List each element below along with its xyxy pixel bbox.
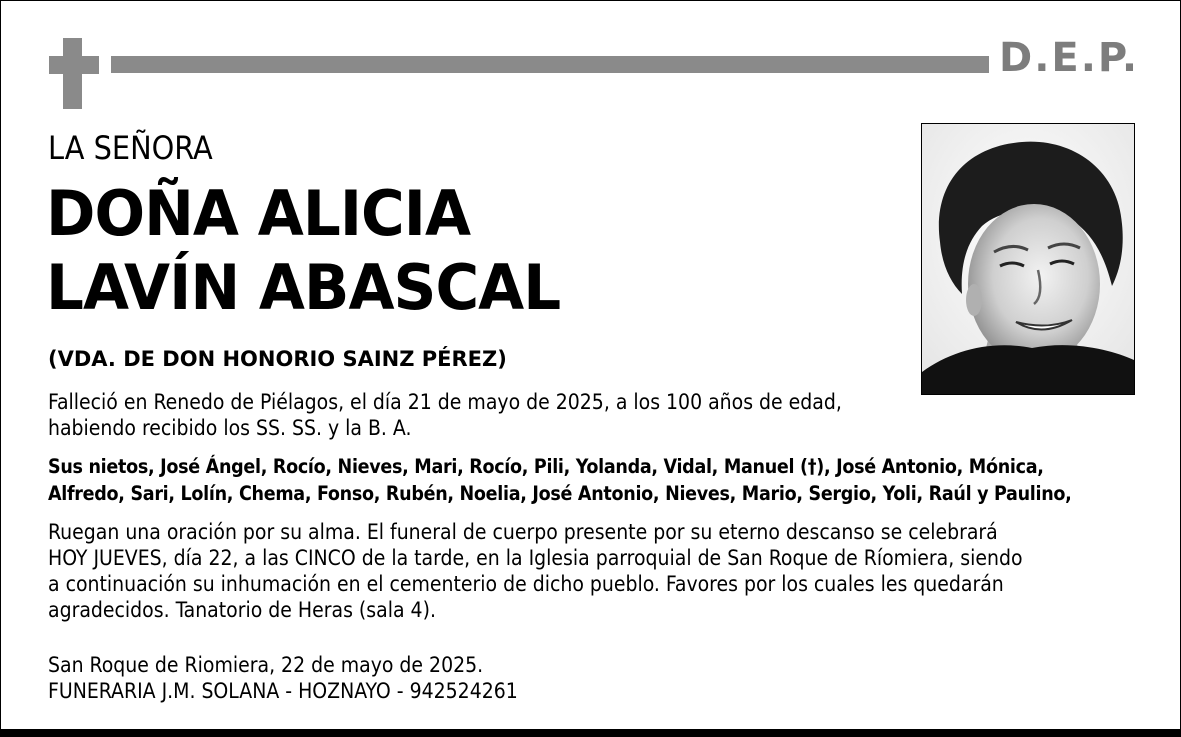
header-rule (111, 56, 989, 73)
funeral-details-line: HOY JUEVES, día 22, a las CINCO de la tarde, en la Iglesia parroquial de San Roque de Ríomiera, siendo (48, 546, 1023, 570)
relatives-list (48, 453, 1072, 507)
death-notice-line: Falleció en Renedo de Piélagos, el día 21 de mayo de 2025, a los 100 años de edad, (48, 390, 842, 414)
widow-of: (VDA. DE DON HONORIO SAINZ PÉREZ) (48, 347, 507, 371)
death-notice (48, 389, 842, 441)
closing-block (48, 652, 518, 704)
relatives-line: Sus nietos, José Ángel, Rocío, Nieves, Mari, Rocío, Pili, Yolanda, Vidal, Manuel (†), José Antonio, Mónica, (48, 455, 1044, 478)
relatives-line: Alfredo, Sari, Lolín, Chema, Fonso, Rubén, Noelia, José Antonio, Nieves, Mario, Sergio, Yoli, Raúl y Paulino, (48, 482, 1072, 505)
deceased-name (46, 177, 560, 325)
place-date: San Roque de Riomiera, 22 de mayo de 2025. (48, 653, 484, 677)
funeral-details (48, 519, 1023, 623)
deceased-name-line1: DOÑA ALICIA (46, 177, 471, 250)
portrait-photo (921, 123, 1135, 395)
funeral-details-line: agradecidos. Tanatorio de Heras (sala 4). (48, 598, 436, 622)
funeral-details-line: a continuación su inhumación en el cementerio de dicho pueblo. Favores por los cuales les quedarán (48, 572, 1004, 596)
deceased-prefix: LA SEÑORA (48, 129, 213, 167)
portrait-photo-icon (922, 124, 1134, 394)
funeral-details-line: Ruegan una oración por su alma. El funeral de cuerpo presente por su eterno descanso se celebrará (48, 520, 998, 544)
funeral-home: FUNERARIA J.M. SOLANA - HOZNAYO - 942524261 (48, 679, 518, 703)
cross-icon-horizontal (49, 56, 99, 74)
deceased-name-line2: LAVÍN ABASCAL (46, 251, 561, 324)
dep-label: D.E.P. (999, 35, 1140, 81)
death-notice-line: habiendo recibido los SS. SS. y la B. A. (48, 416, 412, 440)
